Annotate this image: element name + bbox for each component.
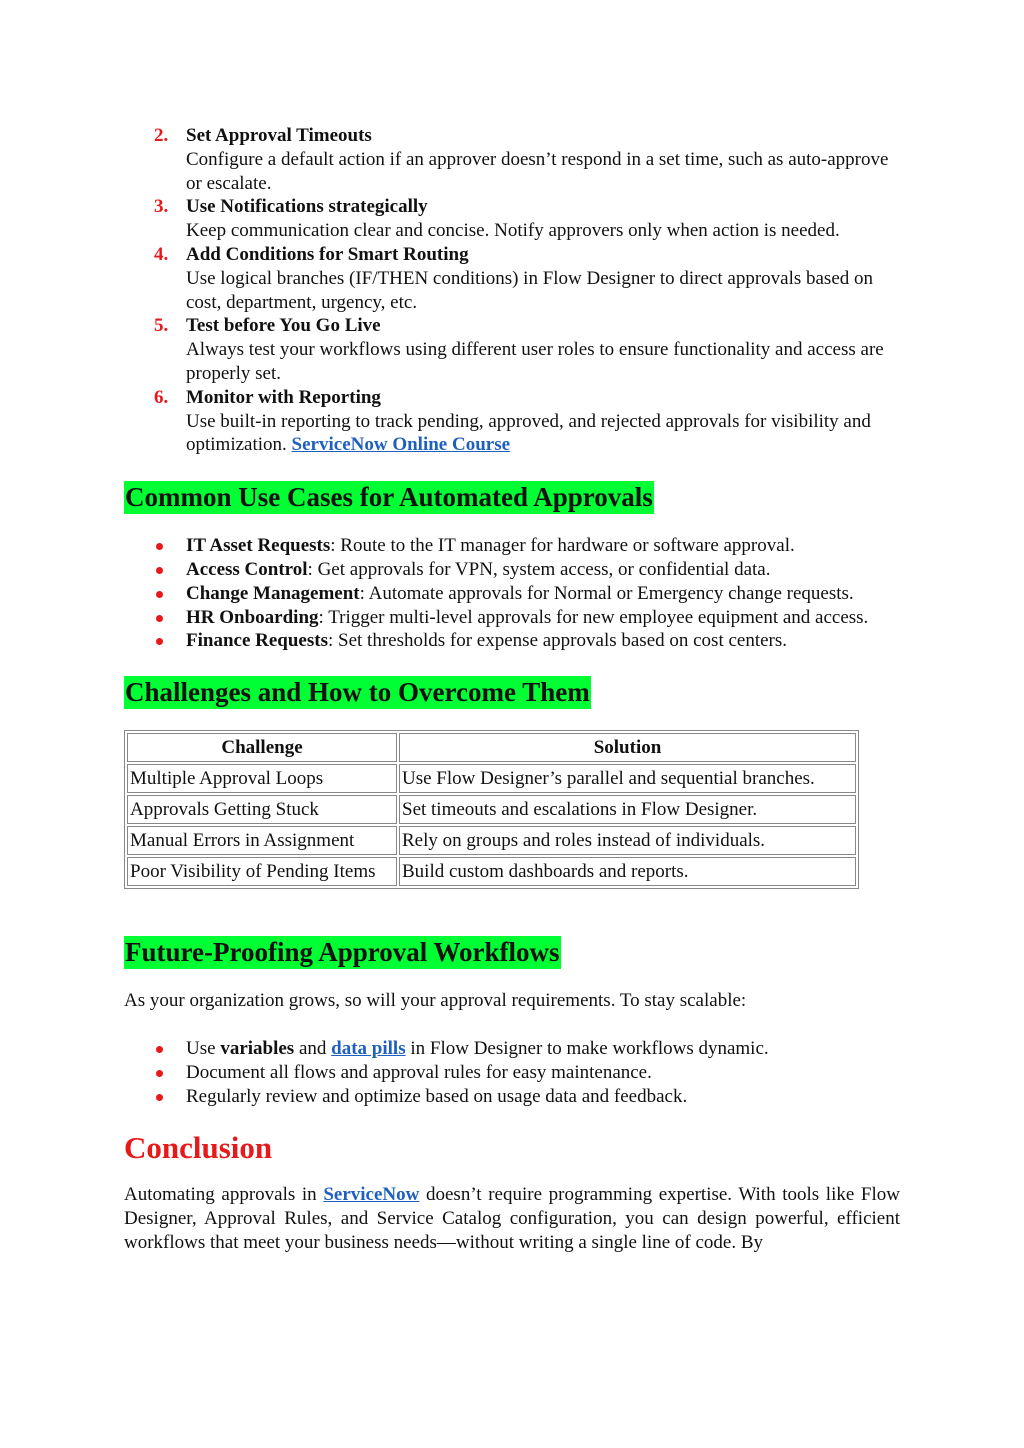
list-item (124, 1085, 900, 1109)
text-segment: Automating approvals in (124, 1184, 324, 1206)
list-item (124, 243, 900, 314)
step-title: Monitor with Reporting (186, 386, 381, 408)
future-list (124, 1037, 900, 1108)
best-practices-list (124, 124, 900, 457)
list-item (124, 195, 900, 243)
use-cases-list (124, 534, 900, 653)
use-case-term: Change Management (186, 582, 360, 604)
step-number: 5. (154, 315, 169, 337)
use-case-term: Access Control (186, 558, 308, 580)
use-case-text: : Get approvals for VPN, system access, or confidential data. (307, 558, 771, 580)
list-item (124, 386, 900, 457)
step-body (186, 410, 900, 458)
table-row (127, 857, 856, 886)
step-title: Set Approval Timeouts (186, 125, 372, 146)
text-segment: in Flow Designer to make workflows dynamic. (405, 1037, 769, 1059)
column-header-challenge: Challenge (127, 733, 397, 762)
step-title: Use Notifications strategically (186, 196, 428, 218)
list-item-text: Document all flows and approval rules for easy maintenance. (186, 1061, 652, 1083)
list-item (124, 124, 900, 195)
list-item (124, 606, 900, 630)
use-case-term: IT Asset Requests (186, 535, 331, 557)
challenge-cell: Approvals Getting Stuck (127, 795, 397, 824)
solution-cell: Rely on groups and roles instead of individuals. (399, 826, 856, 855)
list-item (124, 582, 900, 606)
step-number: 4. (154, 243, 169, 265)
servicenow-link[interactable]: ServiceNow (323, 1184, 420, 1206)
use-case-text: : Set thresholds for expense approvals based on cost centers. (327, 630, 788, 652)
use-case-text: : Trigger multi-level approvals for new employee equipment and access. (318, 606, 869, 628)
bullet-icon (156, 638, 163, 645)
future-intro: As your organization grows, so will your approval requirements. To stay scalable: (124, 990, 747, 1012)
challenges-heading: Challenges and How to Overcome Them (125, 677, 590, 708)
step-body: Configure a default action if an approver doesn’t respond in a set time, such as auto-approve or escalate. (186, 148, 889, 194)
future-heading: Future-Proofing Approval Workflows (125, 937, 560, 968)
list-item (124, 314, 900, 385)
list-item-text: Regularly review and optimize based on usage data and feedback. (186, 1085, 688, 1107)
step-title: Add Conditions for Smart Routing (186, 243, 469, 265)
table-row (127, 795, 856, 824)
bullet-icon (156, 1070, 163, 1077)
bullet-icon (156, 543, 163, 550)
use-case-term: Finance Requests (186, 630, 328, 652)
solution-cell: Build custom dashboards and reports. (399, 857, 856, 886)
text-segment: Use (186, 1037, 221, 1059)
step-body: Use logical branches (IF/THEN conditions) in Flow Designer to direct approvals based on cost, department, urgency, etc. (186, 267, 874, 313)
challenge-cell: Multiple Approval Loops (127, 764, 397, 793)
challenge-cell: Poor Visibility of Pending Items (127, 857, 397, 886)
table-row (127, 764, 856, 793)
servicenow-online-course-link[interactable]: ServiceNow Online Course (291, 434, 511, 456)
conclusion-paragraph (124, 1183, 900, 1254)
bullet-icon (156, 1046, 163, 1053)
step-number: 6. (154, 386, 169, 408)
list-item (124, 1061, 900, 1085)
list-item (124, 629, 900, 653)
bullet-icon (156, 567, 163, 574)
conclusion-heading: Conclusion (124, 1130, 273, 1166)
step-number: 2. (154, 125, 169, 146)
challenges-table (124, 730, 859, 889)
step-body-text: Use built-in reporting to track pending, approved, and rejected approvals for visibility and optimization. (186, 410, 871, 456)
page-content (124, 124, 900, 1255)
text-segment: and (294, 1037, 332, 1059)
bullet-icon (156, 1094, 163, 1101)
step-body: Always test your workflows using different user roles to ensure functionality and access are properly set. (186, 339, 884, 384)
use-case-text: : Route to the IT manager for hardware or software approval. (330, 535, 795, 557)
data-pills-link[interactable]: data pills (331, 1037, 406, 1059)
variables-term: variables (220, 1037, 295, 1059)
solution-cell: Set timeouts and escalations in Flow Designer. (399, 795, 856, 824)
text-segment: doesn’t require programming expertise. With tools like Flow Designer, Approval Rules, and Service Catalog configuration, you can design powerful, efficient workflows that meet your business needs—without writing a single line of code. By (124, 1184, 900, 1253)
solution-cell: Use Flow Designer’s parallel and sequential branches. (399, 764, 856, 793)
table-row (127, 826, 856, 855)
column-header-solution: Solution (399, 733, 856, 762)
list-item (124, 534, 900, 558)
use-case-text: : Automate approvals for Normal or Emergency change requests. (359, 582, 854, 604)
list-item (124, 558, 900, 582)
step-title: Test before You Go Live (186, 315, 381, 337)
step-number: 3. (154, 196, 169, 218)
table-header-row (127, 733, 856, 762)
challenge-cell: Manual Errors in Assignment (127, 826, 397, 855)
bullet-icon (156, 615, 163, 622)
use-cases-heading: Common Use Cases for Automated Approvals (125, 482, 653, 513)
list-item (124, 1037, 900, 1061)
bullet-icon (156, 591, 163, 598)
step-body: Keep communication clear and concise. Notify approvers only when action is needed. (186, 220, 840, 242)
use-case-term: HR Onboarding (186, 606, 319, 628)
